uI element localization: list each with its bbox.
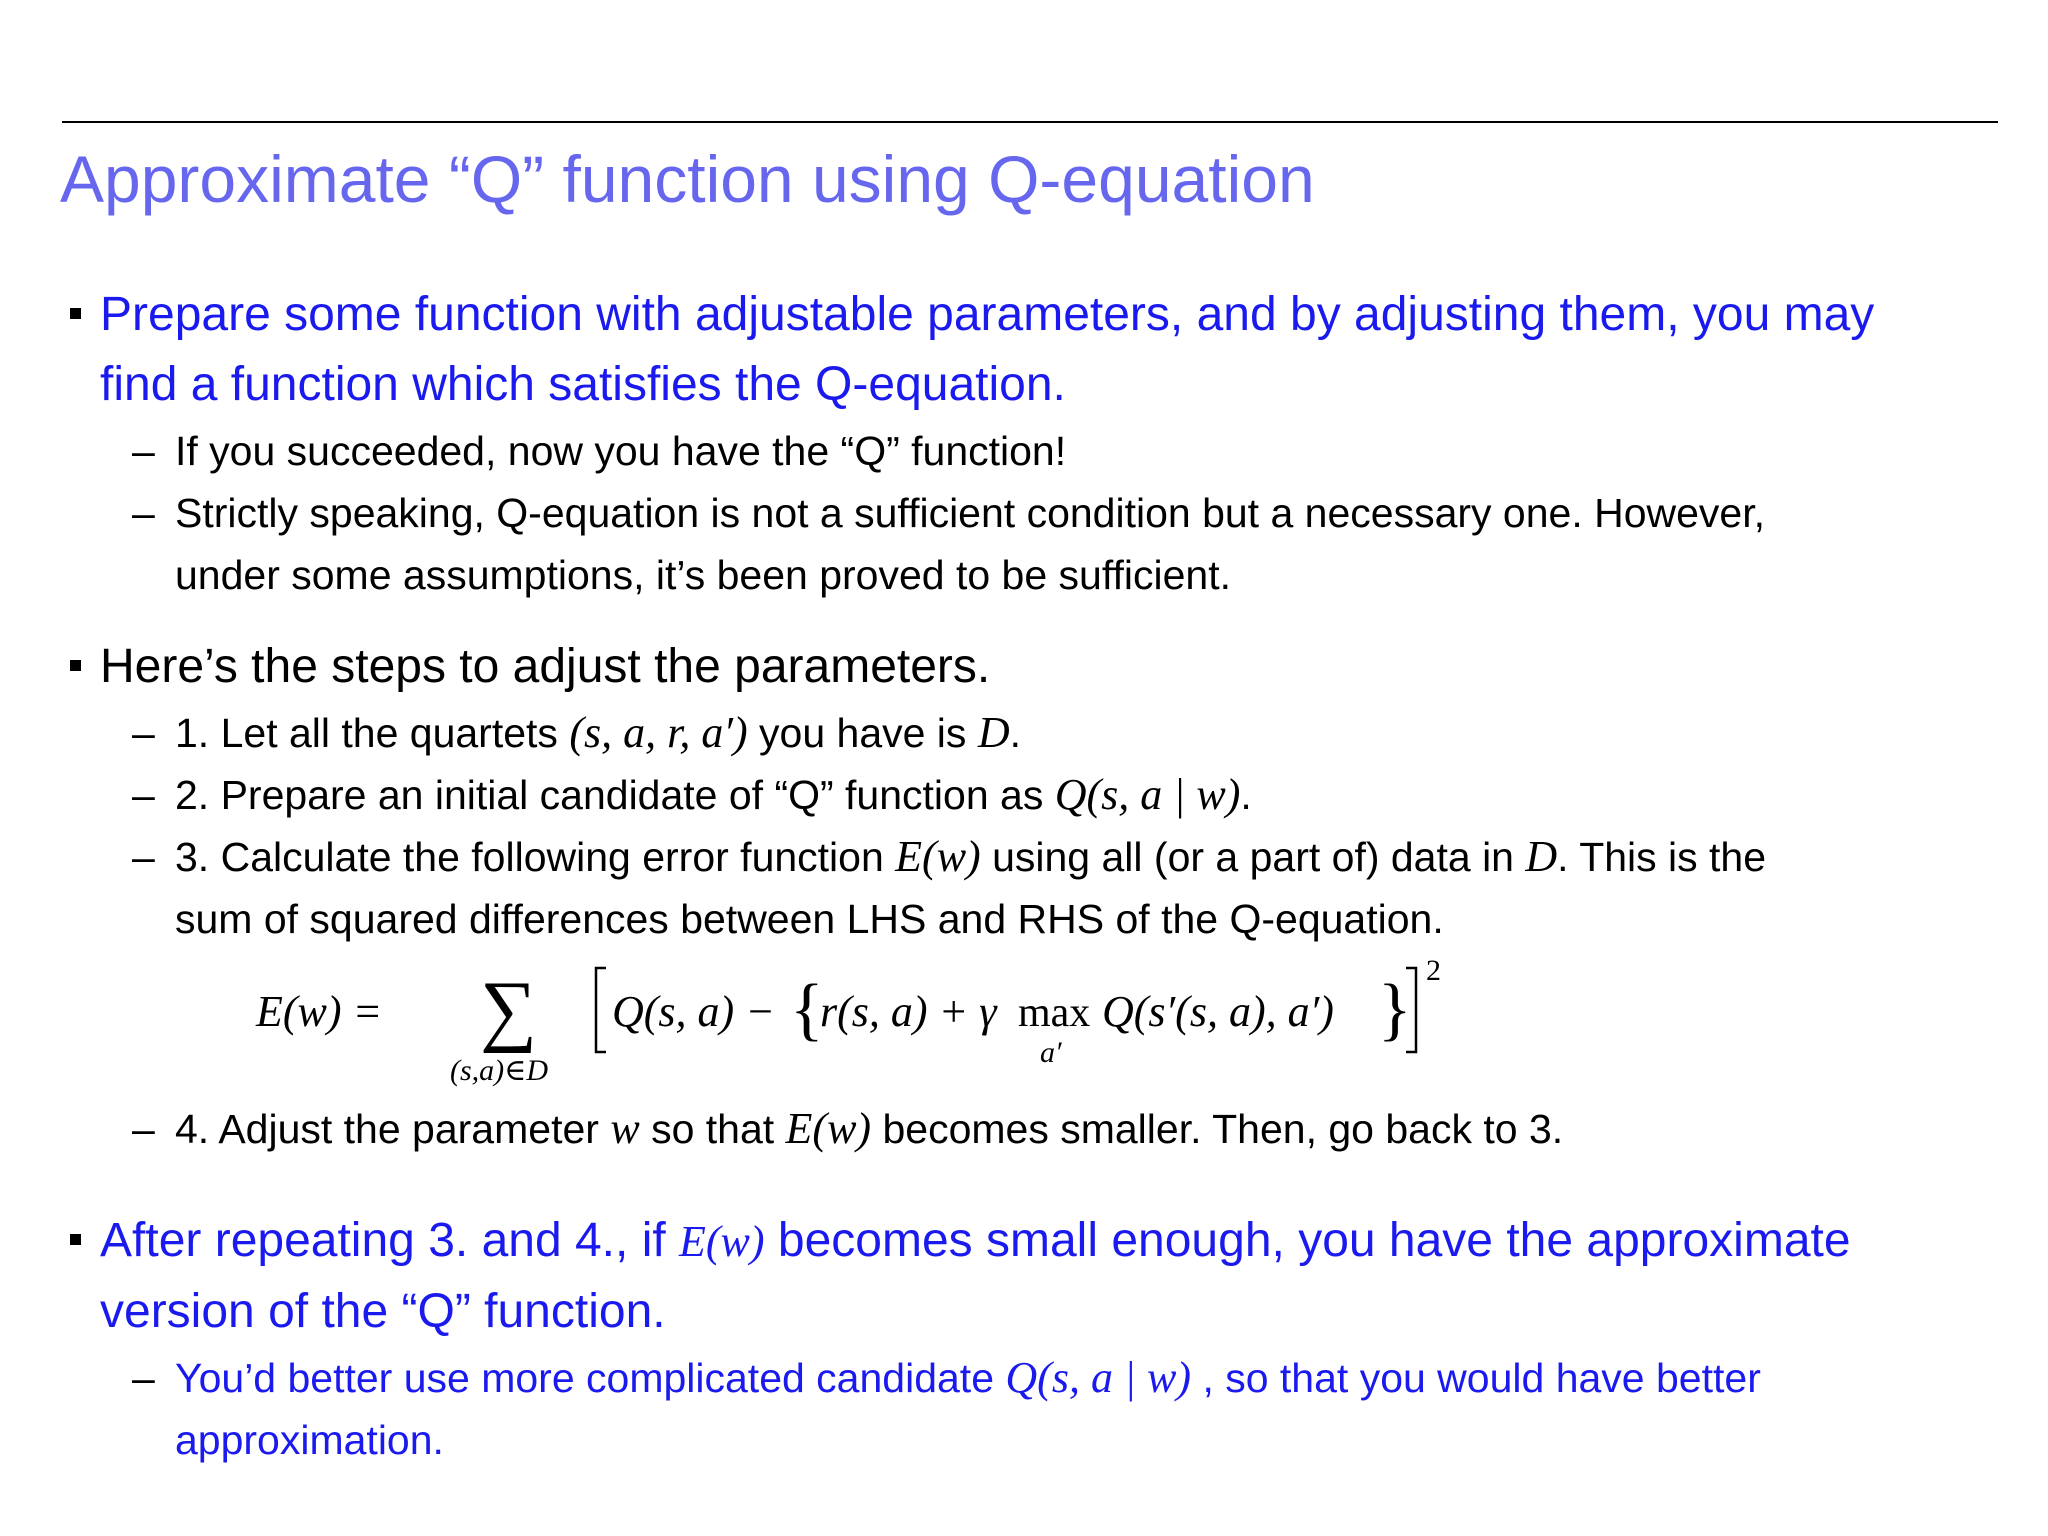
dash-icon: – [132,428,155,474]
square-bullet-icon [70,1234,81,1245]
formula-max-sub: a′ [1040,1036,1062,1069]
square-bullet-icon [70,660,81,671]
step-1 [70,702,2010,764]
bullet-prepare-function [70,280,2010,420]
bullet-after-repeating [70,1206,2010,1347]
step3-post: . This is the [1557,834,1767,880]
param-w-math: w [610,1104,640,1153]
sub-complicated-candidate [70,1347,2010,1471]
sub3-pre: You’d better use more complicated candidate [175,1355,1006,1401]
square-bullet-icon [70,308,81,319]
sub3-line2: approximation. [175,1417,444,1463]
error-fn-math: E(w) [895,832,981,881]
slide-body [70,280,2010,1471]
dash-icon: – [132,772,155,818]
q-candidate-math: Q(s, a | w) [1005,1353,1192,1402]
error-fn-math: E(w) [785,1104,872,1153]
formula-reward-term: r(s, a) + γ [820,987,997,1036]
formula-sum-symbol: ∑ [480,966,538,1054]
dataset-d-math: D [977,708,1010,757]
bullet1-line2: find a function which satisfies the Q-equation. [100,358,1066,411]
formula-max: max [1018,990,1091,1036]
left-bracket [596,968,606,1052]
formula-exponent: 2 [1426,954,1441,987]
title-rule [62,121,1998,123]
dash-icon: – [132,1106,155,1152]
step3-pre: 3. Calculate the following error function [175,834,896,880]
step2-end: . [1240,772,1252,818]
step-4 [70,1098,2010,1160]
step4-pre: 4. Adjust the parameter [175,1106,611,1152]
dash-icon: – [132,490,155,536]
step2-pre: 2. Prepare an initial candidate of “Q” function as [175,772,1055,818]
q-candidate-math: Q(s, a | w) [1054,770,1241,819]
formula-sum-index: (s,a)∈D [450,1054,549,1087]
error-formula [70,950,2010,1098]
bullet2-text: Here’s the steps to adjust the parameters. [100,640,991,693]
step1-post: you have is [747,710,978,756]
bullet-steps [70,632,2010,702]
step3-line2: sum of squared differences between LHS and RHS of the Q-equation. [175,896,1444,942]
step-3 [70,826,2010,950]
dash-icon: – [132,834,155,880]
dash-icon: – [132,710,155,756]
bullet3-line2: version of the “Q” function. [100,1285,666,1338]
formula-q-term: Q(s, a) − [612,987,775,1036]
sub-strictly-line1: Strictly speaking, Q-equation is not a sufficient condition but a necessary one. However, [175,490,1766,536]
step3-mid: using all (or a part of) data in [980,834,1526,880]
right-brace: } [1378,971,1412,1048]
step-2 [70,764,2010,826]
sub-strictly-speaking [70,482,2010,606]
error-fn-math: E(w) [679,1217,765,1266]
left-brace: { [790,971,824,1048]
dash-icon: – [132,1355,155,1401]
dataset-d-math: D [1525,832,1558,881]
bullet1-line1: Prepare some function with adjustable parameters, and by adjusting them, you may [100,288,1875,341]
sub-succeeded [70,420,2010,482]
sub-succeeded-text: If you succeeded, now you have the “Q” function! [175,428,1067,474]
step1-end: . [1009,710,1021,756]
step4-mid: so that [639,1106,786,1152]
formula-next-q: Q(s′(s, a), a′) [1102,987,1334,1036]
quartet-math: (s, a, r, a′) [569,708,748,757]
bullet3-post: becomes small enough, you have the approximate [764,1214,1851,1267]
slide-title: Approximate “Q” function using Q-equation [60,142,1315,216]
step4-post: becomes smaller. Then, go back to 3. [871,1106,1564,1152]
step1-pre: 1. Let all the quartets [175,710,570,756]
sub-strictly-line2: under some assumptions, it’s been proved to be sufficient. [175,552,1231,598]
formula-lhs: E(w) = [256,987,383,1036]
sub3-post: , so that you would have better [1191,1355,1761,1401]
bullet3-pre: After repeating 3. and 4., if [100,1214,680,1267]
